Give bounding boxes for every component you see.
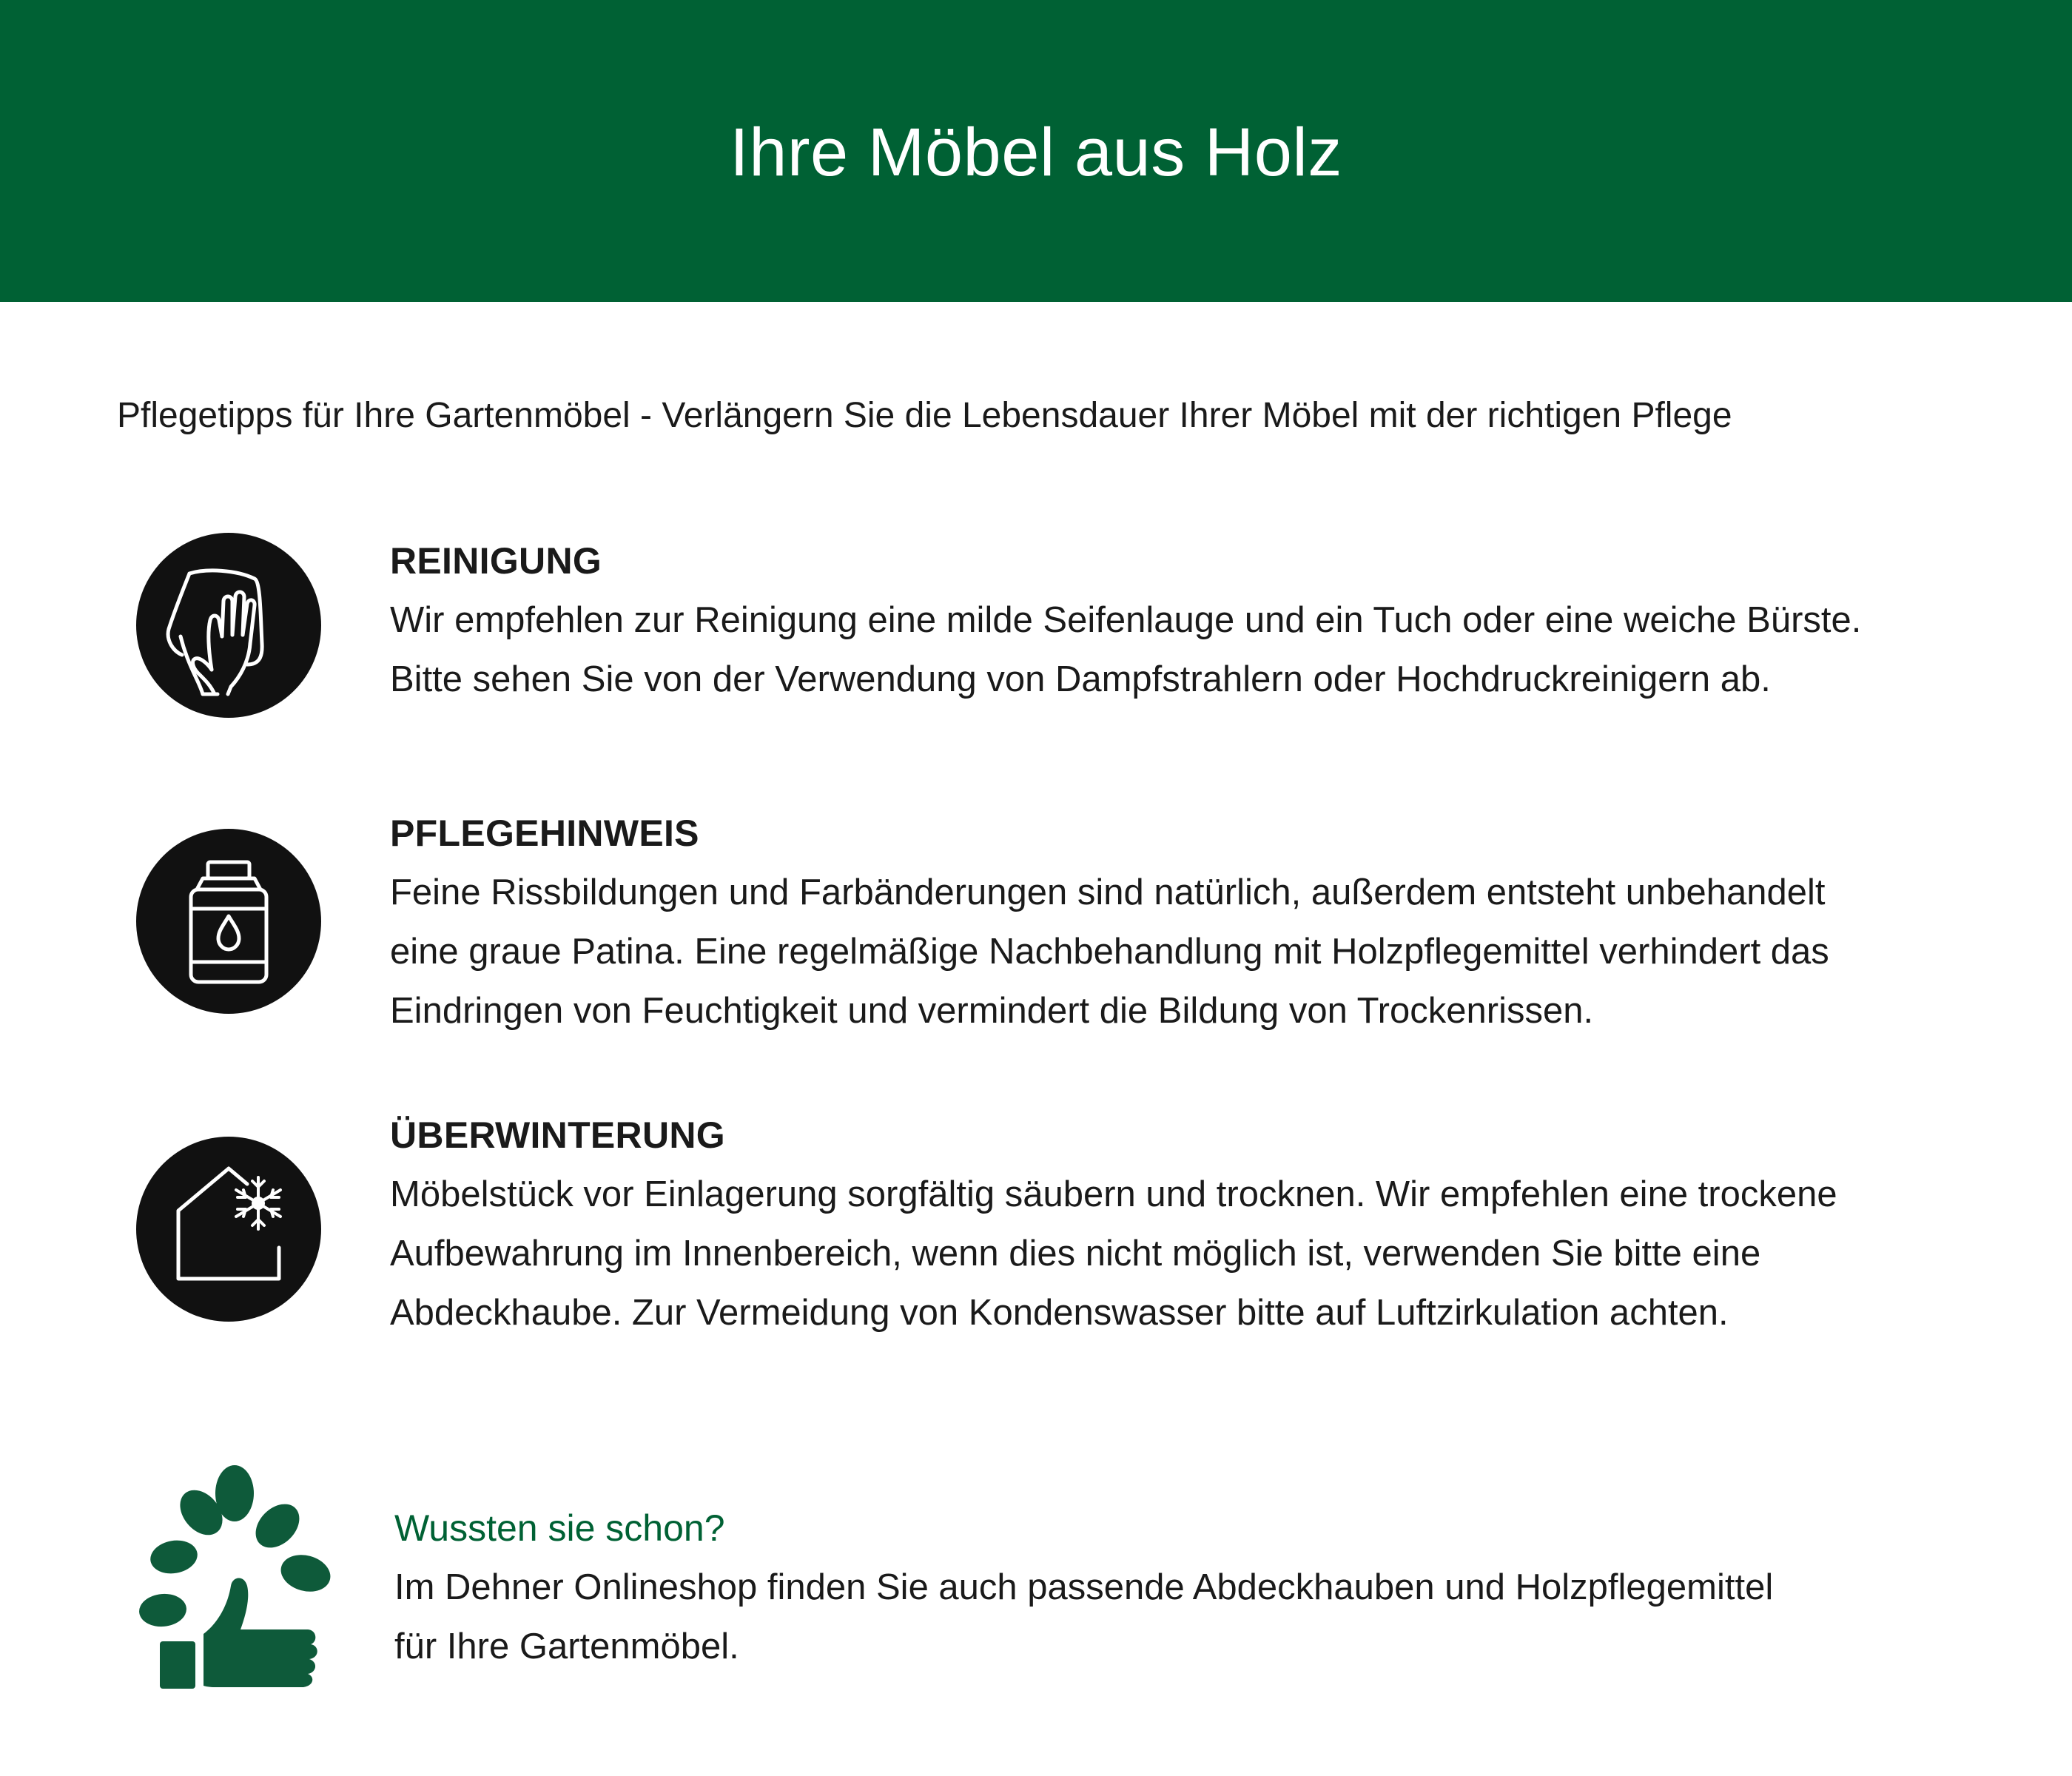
header-banner — [0, 0, 2072, 302]
page-title: Ihre Möbel aus Holz — [730, 115, 1342, 190]
tip-heading: REINIGUNG — [390, 540, 602, 582]
tip-line: Abdeckhaube. Zur Vermeidung von Kondenswasser bitte auf Luftzirkulation achten. — [390, 1293, 1729, 1333]
info-text — [394, 1498, 1985, 1676]
tip-line: Bitte sehen Sie von der Verwendung von Dampfstrahlern oder Hochdruckreinigern ab. — [390, 659, 1771, 699]
info-line: Im Dehner Onlineshop finden Sie auch passende Abdeckhauben und Holzpflegemittel — [394, 1567, 1774, 1607]
intro-text: Pflegetipps für Ihre Gartenmöbel - Verlängern Sie die Lebensdauer Ihrer Möbel mit der richtigen Pflege — [117, 396, 1732, 435]
thumbs-up-leaves-icon — [133, 1464, 333, 1689]
info-heading: Wussten sie schon? — [394, 1507, 725, 1549]
info-body — [394, 1558, 1985, 1676]
tip-heading: ÜBERWINTERUNG — [390, 1114, 725, 1156]
cleaning-hand-icon — [136, 533, 321, 718]
tip-line: Aufbewahrung im Innenbereich, wenn dies nicht möglich ist, verwenden Sie bitte eine — [390, 1234, 1761, 1274]
tip-line: Möbelstück vor Einlagerung sorgfältig säubern und trocknen. Wir empfehlen eine trockene — [390, 1174, 1837, 1214]
tip-body — [390, 591, 1981, 709]
tip-heading: PFLEGEHINWEIS — [390, 813, 699, 854]
tip-cleaning-text — [390, 531, 1981, 709]
tip-line: Feine Rissbildungen und Farbänderungen sind natürlich, außerdem entsteht unbehandelt — [390, 872, 1826, 912]
winter-house-icon — [136, 1137, 321, 1322]
info-line: für Ihre Gartenmöbel. — [394, 1627, 739, 1666]
tip-winter-text — [390, 1106, 1981, 1342]
care-bottle-icon — [136, 829, 321, 1014]
tip-body — [390, 863, 1981, 1040]
tip-body — [390, 1165, 1981, 1342]
tip-line: eine graue Patina. Eine regelmäßige Nachbehandlung mit Holzpflegemittel verhindert das — [390, 932, 1829, 972]
tip-care-text — [390, 804, 1981, 1040]
tip-line: Wir empfehlen zur Reinigung eine milde Seifenlauge und ein Tuch oder eine weiche Bürste. — [390, 600, 1862, 640]
tip-line: Eindringen von Feuchtigkeit und vermindert die Bildung von Trockenrissen. — [390, 991, 1594, 1031]
